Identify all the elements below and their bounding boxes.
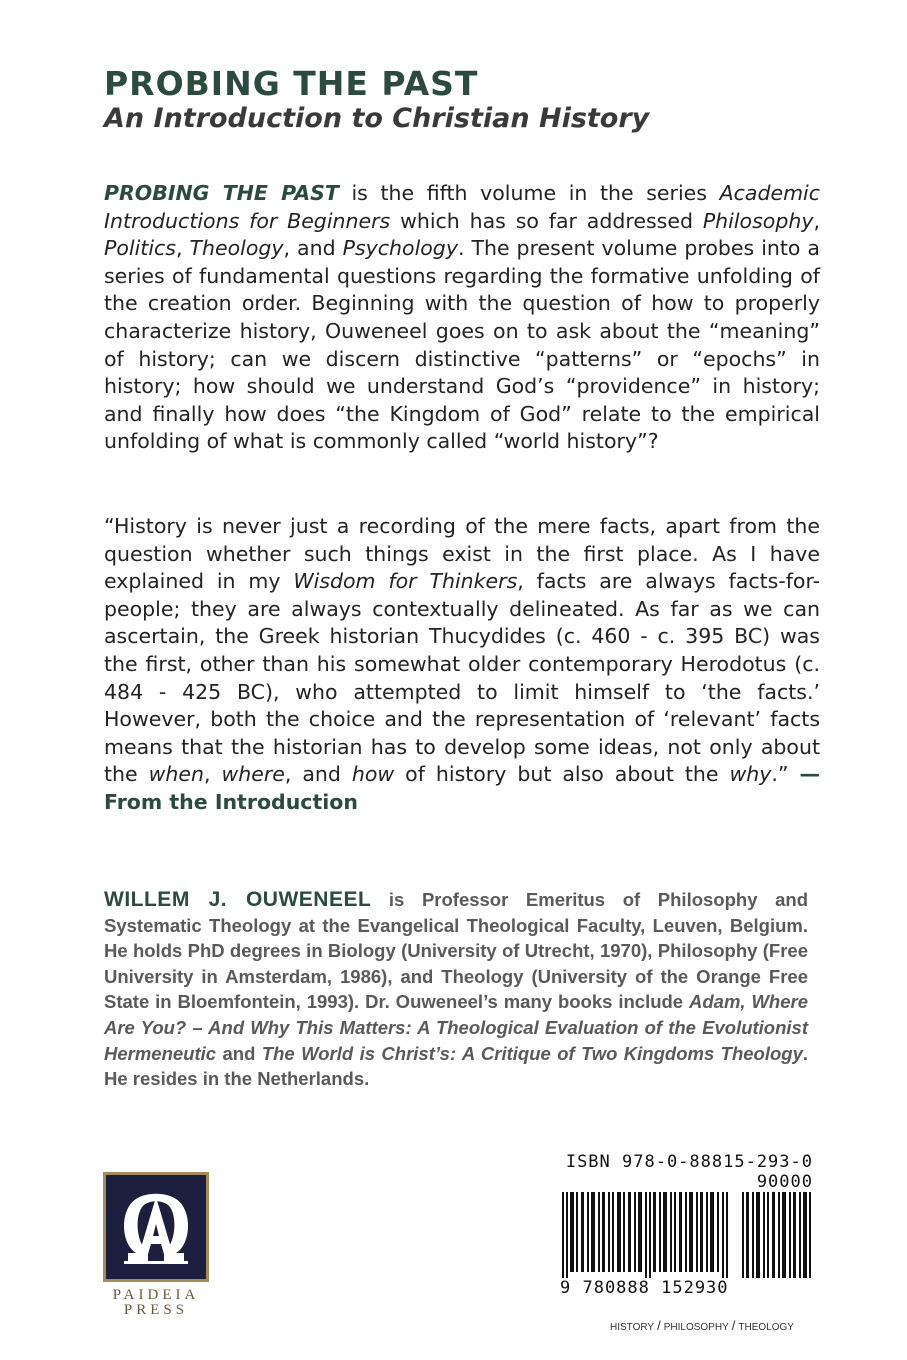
book-subtitle: An Introduction to Christian History [104, 103, 650, 134]
ean-number: 9 780888 152930 [560, 1278, 729, 1298]
quote-how: how [351, 762, 395, 787]
description-text: , [813, 208, 820, 233]
publisher-logo [103, 1172, 209, 1282]
publisher-name-line1: PAIDEIA [112, 1287, 200, 1303]
book-title: PROBING THE PAST [104, 64, 479, 103]
category-list [610, 1318, 794, 1333]
ean-bars [560, 1192, 736, 1278]
author-name: WILLEM J. OUWENEEL [104, 888, 372, 911]
quote-why: why [729, 762, 772, 787]
subject-philosophy: Philosophy [702, 208, 814, 233]
category-philosophy: PHILOSOPHY [663, 1322, 729, 1333]
isbn-number: ISBN 978-0-88815-293-0 [565, 1152, 813, 1172]
description-text: , [175, 236, 190, 261]
description-text: . The present volume probes into a series of fundamental questions regarding the formative unfolding of the creation order. Beginning with the question of how to properly characterize history, Ouweneel goes on to ask about the “meaning” of history; can we discern distinctive “patterns” or “epochs” in history; how should we understand God’s “providence” in history; and finally how does “the Kingdom of God” relate to the empirical unfolding of what is commonly called “world history”? [104, 236, 820, 454]
bio-text: . He resides in the Netherlands. [104, 1042, 809, 1090]
description-paragraph [104, 180, 820, 456]
quote-text: .” [771, 762, 800, 787]
description-text: is the fifth volume in the series [338, 181, 720, 205]
quote-when: when [148, 762, 204, 787]
category-separator: / [731, 1318, 736, 1333]
category-history: HISTORY [610, 1322, 655, 1333]
quote-paragraph [104, 513, 820, 817]
quote-text: , [203, 762, 222, 787]
bio-book-title: The World is Christ’s: A Critique of Two Kingdoms Theology [261, 1042, 803, 1064]
isbn-barcode [560, 1152, 813, 1302]
quote-where: where [221, 762, 285, 787]
quote-text: “History is never just a recording of the mere facts, apart from the question whether such things exist in the first place. As I have explained in my [104, 514, 820, 594]
description-lead: PROBING THE PAST [104, 181, 339, 205]
publisher-name-line2: PRESS [123, 1302, 189, 1318]
category-theology: THEOLOGY [738, 1322, 794, 1333]
quote-book-title: Wisdom for Thinkers [293, 569, 518, 594]
author-bio [104, 887, 808, 1092]
bio-text: and [216, 1042, 262, 1064]
addon-bars [740, 1192, 813, 1278]
quote-text: , facts are always facts-for-people; they are always contextually delineated. As far as we can ascertain, the Greek historian Thucydides (c. 460 - c. 395 BC) was the first, other than his somewhat older contemporary Herodotus (c. 484 - 425 BC), who attempted to limit himself to ‘the facts.’ However, both the choice and the representation of ‘relevant’ facts means that the historian has to develop some ideas, not only about the [104, 569, 820, 787]
series-name: Academic Introductions for Beginners [104, 181, 821, 233]
bio-book-title: Adam, Where Are You? – And Why This Matters: A Theological Evaluation of the Evolutionist Hermeneutic [104, 991, 809, 1064]
price-code: 90000 [756, 1172, 813, 1192]
quote-text: , and [284, 762, 352, 787]
quote-citation: — From the Introduction [104, 762, 820, 814]
bio-text: is Professor Emeritus of Philosophy and Systematic Theology at the Evangelical Theological Faculty, Leuven, Belgium. He holds PhD degrees in Biology (University of Utrecht, 1970), Philosophy (Free University in Amsterdam, 1986), and Theology (University of the Orange Free State in Bloemfontein, 1993). Dr. Ouweneel’s many books include [104, 889, 808, 1013]
category-separator: / [657, 1318, 661, 1333]
alpha-omega-logo-icon [106, 1175, 206, 1279]
quote-text: of history but also about the [394, 762, 730, 787]
subject-politics: Politics [104, 236, 176, 261]
subject-psychology: Psychology [342, 236, 458, 261]
description-text: which has so far addressed [390, 208, 703, 233]
description-text: , and [283, 236, 343, 261]
subject-theology: Theology [189, 236, 284, 261]
